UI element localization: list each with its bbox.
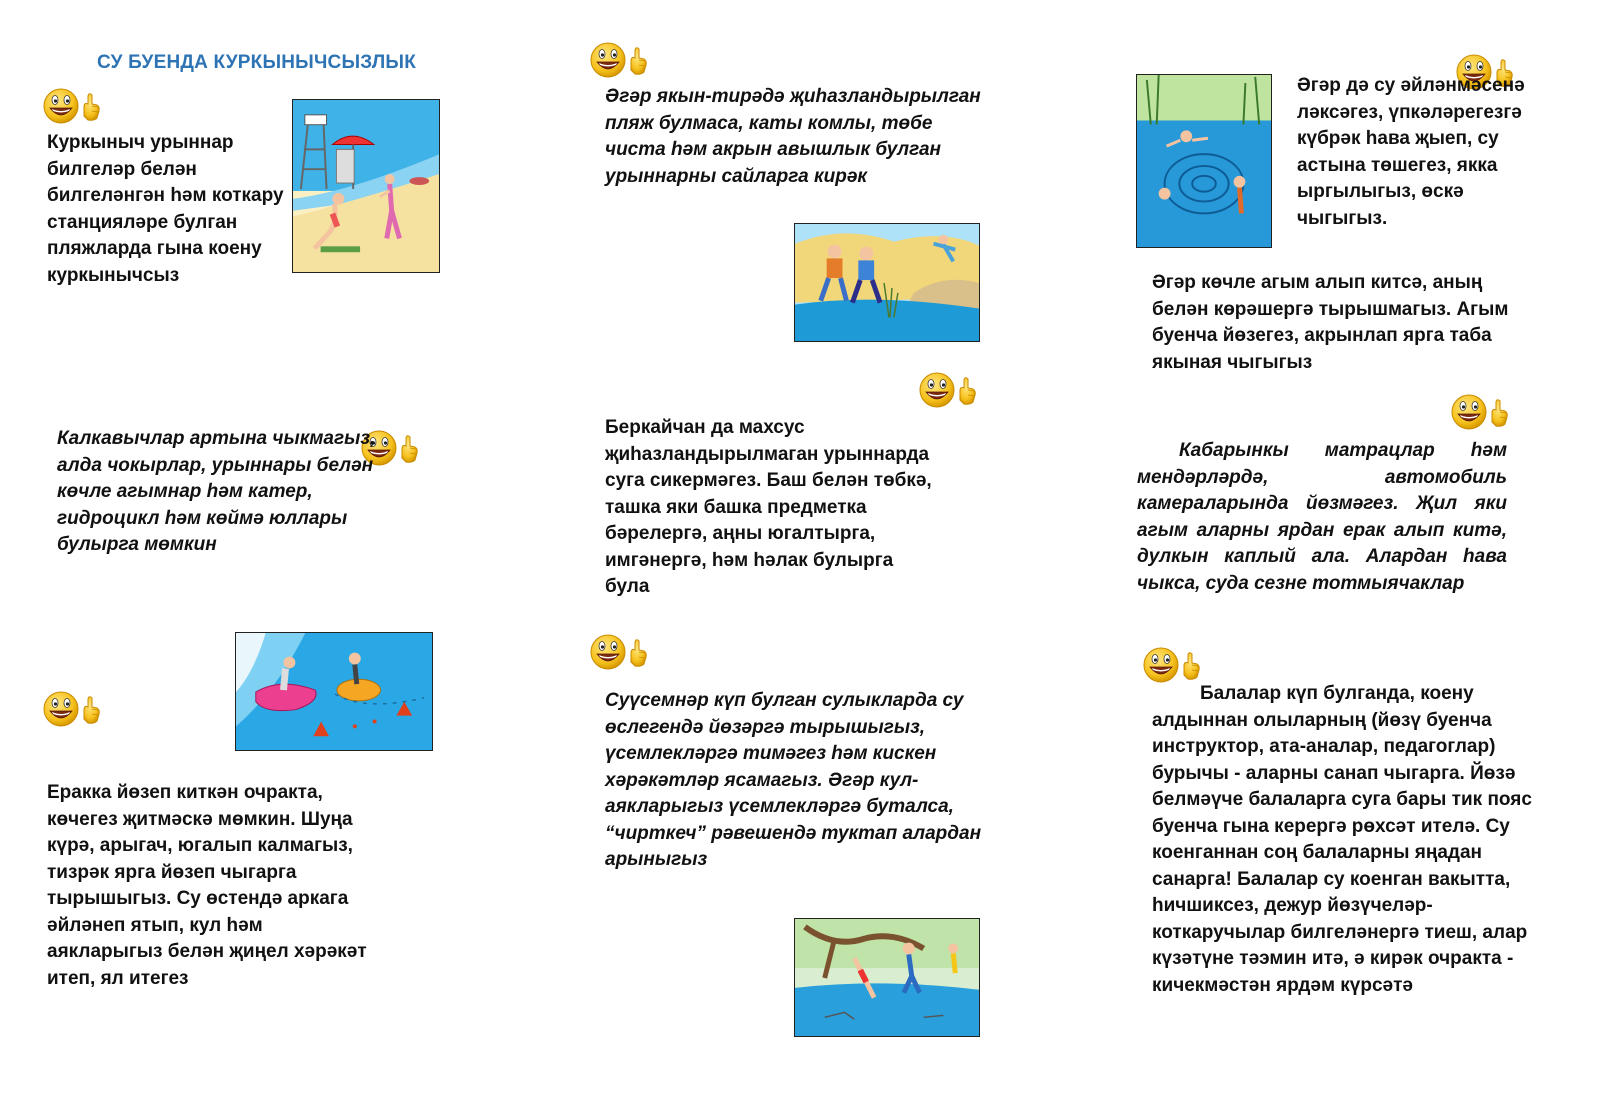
col3-paragraph-2: Әгәр көчле агым алып китсә, аның белән көрәшергә тырышмагыз. Агым буенча йөзегез, акрынлап ярга таба якыная чыгыгыз	[1152, 272, 1509, 373]
smiley-thumbs-up-icon	[42, 86, 104, 126]
kids-running-illustration	[794, 223, 980, 342]
col3-paragraph-4: Балалар күп булганда, коену алдыннан олыларның (йөзү буенча инструктор, ата-аналар, педагоглар) бурычы - аларны санап чыгарга. Йөзә белмәүче балаларга суга бары тик пояс буенча гына керергә рөхсәт ителә. Су коенганнан соң балаларны яңадан санарга! Балалар су коенган вакытта, һичшиксез, дежур йөзүчеләр-коткаручылар билгеләнергә тиеш, алар күзәтүне тәэмин итә, ә кирәк очракта - кичекмәстән ярдәм күрсәтә	[1152, 683, 1532, 996]
col2-paragraph-2: Беркайчан да махсус җиһазландырылмаган урыннарда суга сикермәгез. Баш белән төбкә, ташка яки башка предметка бәрелергә, аңны югалтырга, имгәнергә, һәм һәлак булырга була	[605, 417, 932, 597]
col1-paragraph-2: Калкавычлар артына чыкмагыз, алда чокырлар, урыннары белән көчле агымнар һәм катер, гидроцикл һәм көймә юллары булырга мөмкин	[57, 428, 376, 555]
inflatables-illustration	[235, 632, 433, 751]
page-title: СУ БУЕНДА КУРКЫНЫЧСЫЗЛЫК	[97, 52, 417, 73]
col1-paragraph-1: Куркыныч урыннар билгеләр белән билгеләнгән һәм коткару станцияләре булган пляжларда гына коену куркынычсыз	[47, 132, 284, 286]
smiley-thumbs-up-icon	[589, 40, 651, 80]
whirlpool-illustration	[1136, 74, 1272, 248]
col2-paragraph-3: Суүсемнәр күп булган сулыкларда су өслегендә йөзәргә тырышыгыз, үсемлекләргә тимәгез һәм кискен хәрәкәтләр ясамагыз. Әгәр кул-аякларыгыз үсемлекләргә буталса, “чирткеч” рәвешендә туктап алардан арыныгыз	[605, 690, 982, 870]
smiley-thumbs-up-icon	[918, 370, 980, 410]
smiley-thumbs-up-icon	[42, 689, 104, 729]
beach-illustration	[292, 99, 440, 273]
smiley-thumbs-up-icon	[1142, 645, 1204, 685]
col2-paragraph-1: Әгәр якын-тирәдә җиһазландырылган пляж булмаса, каты комлы, төбе чиста һәм акрын авышлык булган урыннарны сайларга кирәк	[605, 86, 981, 187]
col3-paragraph-1: Әгәр дә су әйләнмәсенә ләксәгез, үпкәләрегезгә күбрәк һава җыеп, су астына төшегез, якка ыргылыгыз, өскә чыгыгыз.	[1297, 75, 1525, 229]
col3-paragraph-3: Кабарынкы матрацлар һәм мендәрләрдә, автомобиль камераларында йөзмәгез. Җил яки агым аларны ярдан ерак алып китә, дулкын каплый ала. Алардан һава чыкса, суда сезне тотмыячаклар	[1137, 440, 1507, 594]
jumping-into-water-illustration	[794, 918, 980, 1037]
smiley-thumbs-up-icon	[1450, 392, 1512, 432]
col1-paragraph-3: Еракка йөзеп киткән очракта, көчегез җитмәскә мөмкин. Шуңа күрә, арыгач, югалып калмагыз, тизрәк ярга йөзеп чыгарга тырышыгыз. Су өстендә аркага әйләнеп ятып, кул һәм аякларыгыз белән җиңел хәрәкәт итеп, ял итегез	[47, 782, 367, 989]
smiley-thumbs-up-icon	[589, 632, 651, 672]
